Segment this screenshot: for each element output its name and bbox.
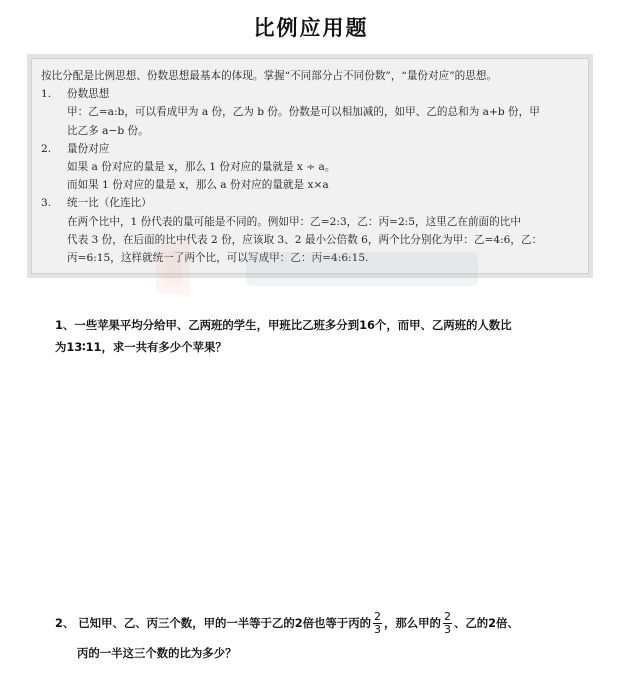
summary-section-2	[41, 140, 579, 195]
section-line: 甲：乙=a:b，可以看成甲为 a 份，乙为 b 份。份数是可以相加减的，如甲、乙的总和为 a+b 份，甲	[67, 106, 540, 119]
fraction-numerator: 2	[373, 610, 381, 623]
section-heading: 量份对应	[67, 142, 110, 155]
question-1	[55, 314, 585, 358]
section-line: 比乙多 a−b 份。	[67, 124, 149, 137]
fraction-two-thirds	[373, 611, 382, 636]
question-2	[55, 611, 595, 664]
section-line: 丙=6:15，这样就统一了两个比，可以写成甲：乙：丙=4:6:15.	[67, 252, 369, 265]
section-line: 而如果 1 份对应的量是 x，那么 a 份对应的量就是 x×a	[67, 179, 329, 192]
summary-box	[27, 54, 593, 278]
fraction-denominator: 3	[373, 623, 381, 636]
question-2-text-b: ，那么甲的	[383, 616, 441, 630]
question-2-text-a: 2、 已知甲、乙、丙三个数，甲的一半等于乙的2倍也等于丙的	[55, 616, 371, 630]
section-number: 3.	[41, 197, 52, 210]
section-line: 如果 a 份对应的量是 x，那么 1 份对应的量就是 x ÷ a。	[67, 161, 336, 174]
question-2-line-1	[55, 611, 595, 636]
summary-section-1	[41, 85, 579, 140]
section-line: 代表 3 份，在后面的比中代表 2 份，应该取 3、2 最小公倍数 6，两个比分别化为甲：乙=4:6，乙：	[67, 233, 543, 246]
summary-section-3	[41, 194, 579, 267]
section-line: 在两个比中，1 份代表的量可能是不同的。例如甲：乙=2:3，乙：丙=2:5，这里乙在前面的比中	[67, 215, 521, 228]
section-number: 1.	[41, 88, 52, 101]
question-2-line-2: 丙的一半这三个数的比为多少？	[77, 646, 237, 660]
section-heading: 份数思想	[67, 88, 110, 101]
page-title: 比例应用题	[253, 16, 369, 40]
question-1-line-2: 为13∶11，求一共有多少个苹果？	[55, 340, 227, 354]
question-2-text-c: 、乙的2倍、	[453, 616, 519, 630]
summary-content	[31, 58, 589, 274]
summary-intro: 按比分配是比例思想、份数思想最基本的体现。掌握“不同部分占不同份数”，“量份对应”的思想。	[41, 70, 498, 82]
question-1-line-1: 1、一些苹果平均分给甲、乙两班的学生，甲班比乙班多分到16个，而甲、乙两班的人数比	[55, 318, 512, 332]
section-heading: 统一比（化连比）	[67, 197, 152, 210]
fraction-numerator: 2	[443, 610, 451, 623]
fraction-two-thirds	[443, 611, 452, 636]
section-number: 2.	[41, 142, 52, 155]
fraction-denominator: 3	[443, 623, 451, 636]
